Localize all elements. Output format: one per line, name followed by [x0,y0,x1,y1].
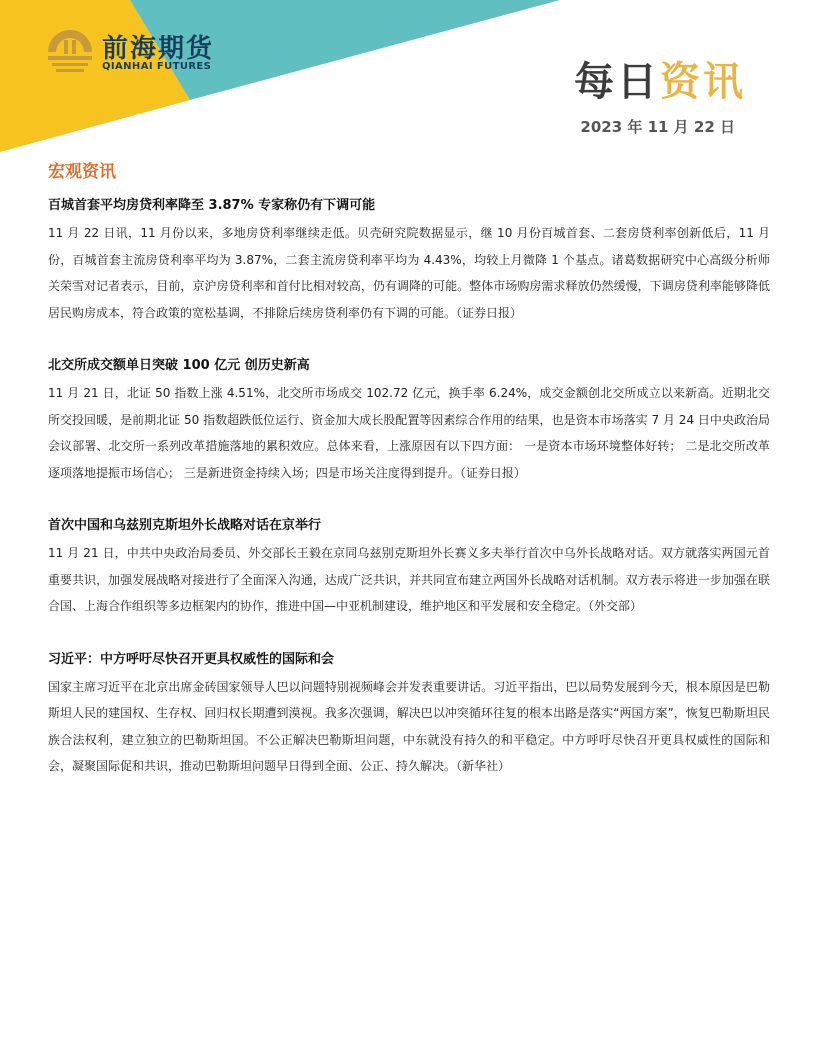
page-title-part1: 每日 [574,59,660,105]
company-logo [44,28,234,78]
article [48,196,770,326]
article [48,356,770,486]
qianhai-logo-icon [44,28,96,74]
report-date: 2023 年 11 月 22 日 [580,118,735,136]
article-title: 北交所成交额单日突破 100 亿元 创历史新高 [48,358,310,373]
article-title: 百城首套平均房贷利率降至 3.87% 专家称仍有下调可能 [48,198,376,213]
section-title: 宏观资讯 [48,162,116,182]
article-body: 11 月 22 日讯，11 月份以来，多地房贷利率继续走低。贝壳研究院数据显示，继 10 月份百城首套、二套房贷利率创新低后，11 月份，百城首套主流房贷利率平均为 3.87%，二套主流房贷利率平均为 4.43%，均较上月微降 1 个基点。诸葛数据研究中心高级分析师关荣雪对记者表示，目前，京沪房贷利率和首付比相对较高，仍有调降的可能。整体市场购房需求释放仍然缓慢，下调房贷利率能够降低居民购房成本，符合政策的宽松基调，不排除后续房贷利率仍有下调的可能。（证券日报） [48,226,770,320]
article-body: 11 月 21 日，北证 50 指数上涨 4.51%，北交所市场成交 102.72 亿元，换手率 6.24%，成交金额创北交所成立以来新高。近期北交所交投回暖，是前期北证 50 指数超跌低位运行、资金加大成长股配置等因素综合作用的结果，也是资本市场落实 7 月 24 日中央政治局会议部署、北交所一系列改革措施落地的累积效应。总体来看，上涨原因有以下四方面： 一是资本市场环境整体好转； 二是北交所改革逐项落地提振市场信心； 三是新进资金持续入场；四是市场关注度得到提升。（证券日报） [48,386,770,480]
page-title [574,50,746,107]
article-body: 国家主席习近平在北京出席金砖国家领导人巴以问题特别视频峰会并发表重要讲话。习近平指出，巴以局势发展到今天，根本原因是巴勒斯坦人民的建国权、生存权、回归权长期遭到漠视。我多次强调，解决巴以冲突循环往复的根本出路是落实“两国方案”，恢复巴勒斯坦民族合法权利，建立独立的巴勒斯坦国。不公正解决巴勒斯坦问题，中东就没有持久的和平稳定。中方呼吁尽快召开更具权威性的国际和会，凝聚国际促和共识，推动巴勒斯坦问题早日得到全面、公正、持久解决。（新华社） [48,679,770,773]
article-title: 习近平：中方呼吁尽快召开更具权威性的国际和会 [48,651,335,667]
article-body: 11 月 21 日，中共中央政治局委员、外交部长王毅在京同乌兹别克斯坦外长赛义多夫举行首次中乌外长战略对话。双方就落实两国元首重要共识，加强发展战略对接进行了全面深入沟通，达成广泛共识，并共同宣布建立两国外长战略对话机制。双方表示将进一步加强在联合国、上海合作组织等多边框架内的协作，推进中国—中亚机制建设，维护地区和平发展和安全稳定。（外交部） [48,546,770,613]
page-title-part2: 资讯 [660,59,746,105]
logo-english-name: QIANHAI FUTURES [102,61,212,72]
logo-chinese-name: 前海期货 [102,34,215,64]
main-content [48,160,770,810]
article-title: 首次中国和乌兹别克斯坦外长战略对话在京举行 [48,518,322,533]
article [48,516,770,620]
article [48,650,770,780]
